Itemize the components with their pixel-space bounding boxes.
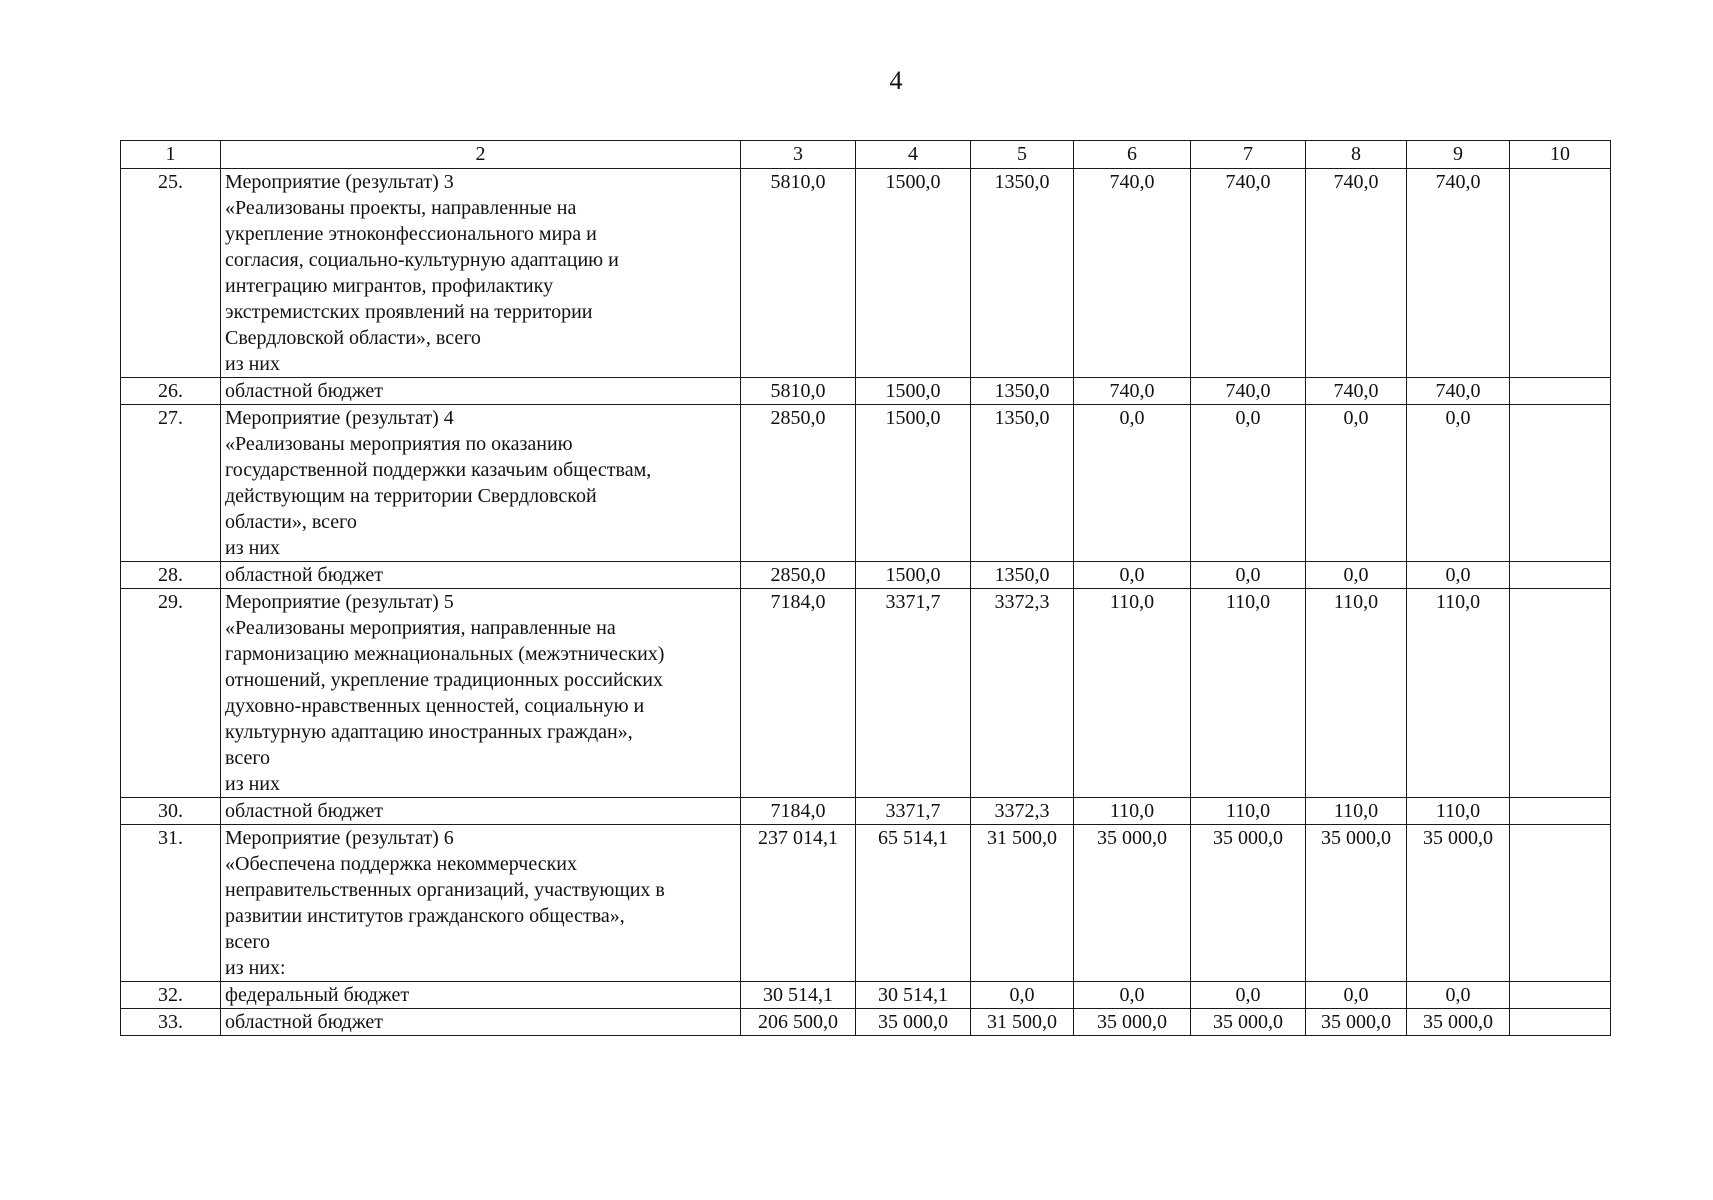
value-cell-col-6: 0,0 (1074, 562, 1191, 589)
row-number: 26. (121, 378, 221, 405)
value-cell-col-9: 0,0 (1407, 405, 1510, 562)
description-line: из них (225, 537, 281, 559)
description-line: Мероприятие (результат) 3 (225, 171, 454, 193)
value-cell-col-10 (1510, 169, 1611, 378)
value-cell-col-8: 740,0 (1306, 169, 1407, 378)
table-row (121, 589, 1611, 798)
value-cell-col-3: 5810,0 (741, 378, 856, 405)
row-number: 29. (121, 589, 221, 798)
value-cell-col-9: 110,0 (1407, 798, 1510, 825)
description-line: из них (225, 353, 281, 375)
row-description (221, 798, 741, 825)
header-cell: 10 (1510, 141, 1611, 169)
row-number: 25. (121, 169, 221, 378)
table-row (121, 562, 1611, 589)
row-number: 28. (121, 562, 221, 589)
description-line: отношений, укрепление традиционных российских (225, 669, 663, 691)
value-cell-col-6: 740,0 (1074, 169, 1191, 378)
value-cell-col-10 (1510, 378, 1611, 405)
value-cell-col-9: 740,0 (1407, 169, 1510, 378)
value-cell-col-5: 31 500,0 (971, 1009, 1074, 1036)
value-cell-col-3: 7184,0 (741, 798, 856, 825)
row-description (221, 378, 741, 405)
page-number: 4 (889, 66, 903, 95)
value-cell-col-10 (1510, 589, 1611, 798)
description-line: духовно-нравственных ценностей, социальную и (225, 695, 645, 717)
value-cell-col-7: 0,0 (1191, 982, 1306, 1009)
table-row (121, 169, 1611, 378)
value-cell-col-5: 0,0 (971, 982, 1074, 1009)
description-line: всего (225, 931, 271, 953)
description-line: культурную адаптацию иностранных граждан», (225, 721, 633, 743)
value-cell-col-7: 35 000,0 (1191, 1009, 1306, 1036)
value-cell-col-6: 110,0 (1074, 589, 1191, 798)
header-cell: 8 (1306, 141, 1407, 169)
row-number: 32. (121, 982, 221, 1009)
value-cell-col-3: 7184,0 (741, 589, 856, 798)
value-cell-col-10 (1510, 562, 1611, 589)
row-description (221, 589, 741, 798)
description-line: федеральный бюджет (225, 984, 410, 1006)
description-line: «Реализованы проекты, направленные на (225, 197, 577, 219)
value-cell-col-8: 740,0 (1306, 378, 1407, 405)
description-line: «Обеспечена поддержка некоммерческих (225, 853, 577, 875)
value-cell-col-8: 110,0 (1306, 589, 1407, 798)
description-line: Мероприятие (результат) 6 (225, 827, 454, 849)
row-description (221, 825, 741, 982)
table-row (121, 378, 1611, 405)
description-line: областной бюджет (225, 1011, 384, 1033)
table-row (121, 825, 1611, 982)
description-line: «Реализованы мероприятия по оказанию (225, 433, 573, 455)
value-cell-col-7: 110,0 (1191, 589, 1306, 798)
value-cell-col-10 (1510, 405, 1611, 562)
value-cell-col-4: 1500,0 (856, 562, 971, 589)
value-cell-col-4: 35 000,0 (856, 1009, 971, 1036)
row-description (221, 169, 741, 378)
header-cell: 6 (1074, 141, 1191, 169)
value-cell-col-6: 0,0 (1074, 405, 1191, 562)
value-cell-col-6: 35 000,0 (1074, 1009, 1191, 1036)
description-line: областной бюджет (225, 564, 384, 586)
value-cell-col-7: 740,0 (1191, 378, 1306, 405)
description-line: государственной поддержки казачьим обществам, (225, 459, 652, 481)
description-line: согласия, социально-культурную адаптацию и (225, 249, 619, 271)
value-cell-col-4: 1500,0 (856, 169, 971, 378)
value-cell-col-4: 3371,7 (856, 589, 971, 798)
table-row (121, 798, 1611, 825)
value-cell-col-3: 2850,0 (741, 562, 856, 589)
description-line: Свердловской области», всего (225, 327, 481, 349)
row-description (221, 982, 741, 1009)
value-cell-col-8: 0,0 (1306, 982, 1407, 1009)
description-line: Мероприятие (результат) 5 (225, 591, 454, 613)
value-cell-col-7: 740,0 (1191, 169, 1306, 378)
description-line: всего (225, 747, 271, 769)
header-cell: 9 (1407, 141, 1510, 169)
row-description (221, 405, 741, 562)
header-row (121, 141, 1611, 169)
value-cell-col-9: 35 000,0 (1407, 1009, 1510, 1036)
value-cell-col-3: 206 500,0 (741, 1009, 856, 1036)
value-cell-col-8: 35 000,0 (1306, 1009, 1407, 1036)
value-cell-col-5: 1350,0 (971, 405, 1074, 562)
table-row (121, 982, 1611, 1009)
row-number: 30. (121, 798, 221, 825)
value-cell-col-8: 0,0 (1306, 562, 1407, 589)
value-cell-col-5: 3372,3 (971, 798, 1074, 825)
value-cell-col-10 (1510, 825, 1611, 982)
value-cell-col-9: 740,0 (1407, 378, 1510, 405)
header-cell: 7 (1191, 141, 1306, 169)
description-line: гармонизацию межнациональных (межэтнических) (225, 643, 665, 665)
value-cell-col-5: 1350,0 (971, 169, 1074, 378)
description-line: области», всего (225, 511, 357, 533)
header-cell: 1 (121, 141, 221, 169)
description-line: Мероприятие (результат) 4 (225, 407, 454, 429)
description-line: укрепление этноконфессионального мира и (225, 223, 597, 245)
description-line: «Реализованы мероприятия, направленные на (225, 617, 616, 639)
value-cell-col-4: 3371,7 (856, 798, 971, 825)
row-description (221, 1009, 741, 1036)
value-cell-col-5: 1350,0 (971, 378, 1074, 405)
row-number: 31. (121, 825, 221, 982)
value-cell-col-8: 110,0 (1306, 798, 1407, 825)
header-cell: 2 (221, 141, 741, 169)
row-description (221, 562, 741, 589)
value-cell-col-7: 0,0 (1191, 562, 1306, 589)
value-cell-col-10 (1510, 1009, 1611, 1036)
value-cell-col-4: 1500,0 (856, 378, 971, 405)
description-line: областной бюджет (225, 800, 384, 822)
value-cell-col-7: 0,0 (1191, 405, 1306, 562)
value-cell-col-6: 35 000,0 (1074, 825, 1191, 982)
header-cell: 4 (856, 141, 971, 169)
description-line: неправительственных организаций, участвующих в (225, 879, 665, 901)
value-cell-col-9: 0,0 (1407, 982, 1510, 1009)
value-cell-col-5: 3372,3 (971, 589, 1074, 798)
value-cell-col-3: 2850,0 (741, 405, 856, 562)
value-cell-col-7: 35 000,0 (1191, 825, 1306, 982)
value-cell-col-8: 35 000,0 (1306, 825, 1407, 982)
value-cell-col-4: 65 514,1 (856, 825, 971, 982)
value-cell-col-4: 30 514,1 (856, 982, 971, 1009)
row-number: 27. (121, 405, 221, 562)
value-cell-col-10 (1510, 982, 1611, 1009)
description-line: из них (225, 773, 281, 795)
value-cell-col-3: 237 014,1 (741, 825, 856, 982)
value-cell-col-9: 0,0 (1407, 562, 1510, 589)
description-line: областной бюджет (225, 380, 384, 402)
budget-table (120, 140, 1611, 1036)
header-cell: 5 (971, 141, 1074, 169)
description-line: действующим на территории Свердловской (225, 485, 597, 507)
description-line: из них: (225, 957, 286, 979)
value-cell-col-3: 30 514,1 (741, 982, 856, 1009)
table-row (121, 405, 1611, 562)
value-cell-col-4: 1500,0 (856, 405, 971, 562)
value-cell-col-3: 5810,0 (741, 169, 856, 378)
value-cell-col-5: 1350,0 (971, 562, 1074, 589)
description-line: развитии институтов гражданского общества», (225, 905, 625, 927)
value-cell-col-5: 31 500,0 (971, 825, 1074, 982)
value-cell-col-9: 110,0 (1407, 589, 1510, 798)
header-cell: 3 (741, 141, 856, 169)
value-cell-col-6: 0,0 (1074, 982, 1191, 1009)
value-cell-col-10 (1510, 798, 1611, 825)
description-line: экстремистских проявлений на территории (225, 301, 593, 323)
description-line: интеграцию мигрантов, профилактику (225, 275, 554, 297)
row-number: 33. (121, 1009, 221, 1036)
value-cell-col-6: 110,0 (1074, 798, 1191, 825)
value-cell-col-9: 35 000,0 (1407, 825, 1510, 982)
table-row (121, 1009, 1611, 1036)
value-cell-col-8: 0,0 (1306, 405, 1407, 562)
value-cell-col-6: 740,0 (1074, 378, 1191, 405)
value-cell-col-7: 110,0 (1191, 798, 1306, 825)
